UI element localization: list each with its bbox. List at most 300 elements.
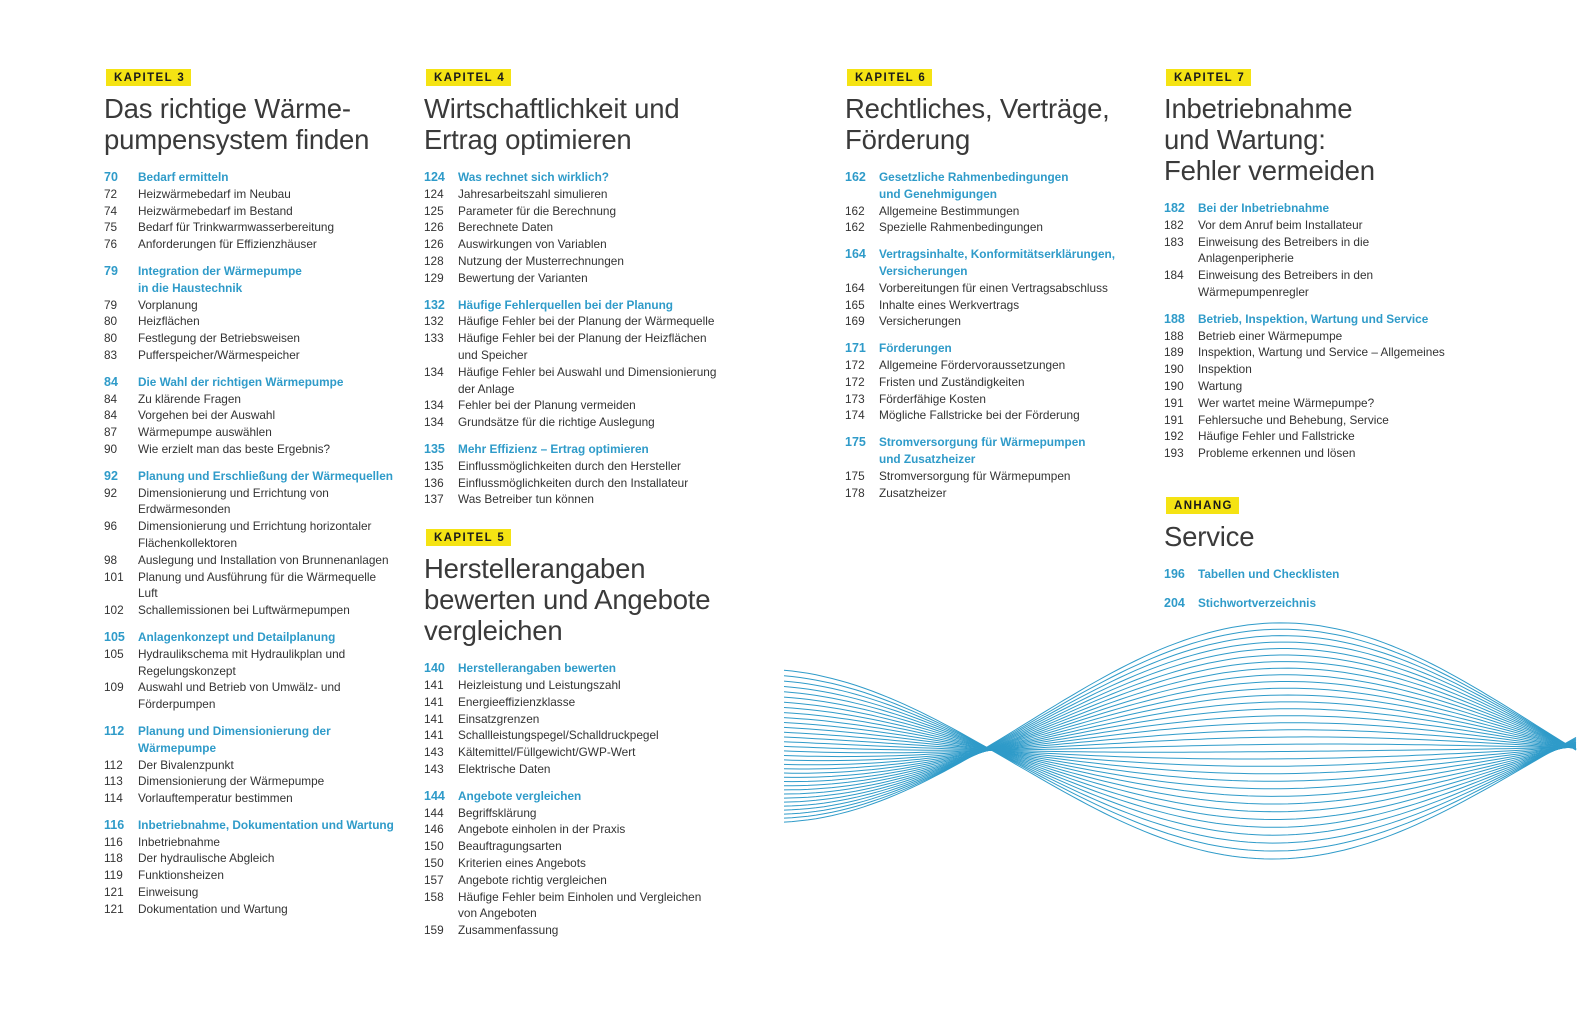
toc-section bbox=[1164, 311, 1464, 462]
section-title: Die Wahl der richtigen Wärmepumpe bbox=[138, 374, 344, 389]
chapter-block bbox=[1164, 496, 1464, 612]
section-page-number bbox=[104, 740, 138, 757]
section-title: Förderungen bbox=[879, 341, 952, 356]
toc-section bbox=[424, 788, 734, 939]
entry-title: Probleme erkennen und lösen bbox=[1198, 446, 1356, 461]
entry-page-number: 184 bbox=[1164, 268, 1184, 283]
toc-entry[interactable] bbox=[845, 313, 1145, 330]
toc-section bbox=[424, 441, 734, 508]
chapter-block bbox=[104, 68, 414, 918]
entry-page-number: 141 bbox=[424, 677, 444, 692]
section-title: Tabellen und Checklisten bbox=[1198, 566, 1340, 581]
chapter-title bbox=[424, 93, 734, 155]
toc-entry[interactable] bbox=[104, 203, 414, 220]
section-title: Versicherungen bbox=[879, 263, 968, 278]
entry-page-number: 143 bbox=[424, 761, 444, 776]
section-title: Vertragsinhalte, Konformitätserklärungen, bbox=[879, 247, 1115, 262]
entry-page-number: 175 bbox=[845, 468, 865, 483]
wave-line bbox=[784, 742, 1576, 753]
toc-entry[interactable] bbox=[424, 677, 734, 694]
entry-title: Wartung bbox=[1198, 378, 1243, 393]
toc-entry[interactable] bbox=[104, 663, 414, 680]
toc-entry[interactable] bbox=[104, 834, 414, 851]
toc-entry[interactable] bbox=[424, 270, 734, 287]
toc-entry[interactable] bbox=[424, 475, 734, 492]
entry-page-number: 126 bbox=[424, 220, 444, 235]
entry-page-number: 121 bbox=[104, 885, 124, 900]
entry-title: Einsatzgrenzen bbox=[458, 711, 540, 726]
toc-entry[interactable] bbox=[104, 535, 414, 552]
entry-title: Grundsätze für die richtige Auslegung bbox=[458, 415, 655, 430]
chapter-title-line: Wirtschaftlichkeit und bbox=[424, 93, 680, 124]
toc-entry[interactable] bbox=[104, 585, 414, 602]
entry-title: Vor dem Anruf beim Installateur bbox=[1198, 217, 1363, 232]
entry-title: Berechnete Daten bbox=[458, 220, 554, 235]
section-heading-entry[interactable] bbox=[104, 169, 414, 186]
entry-page-number: 191 bbox=[1164, 412, 1184, 427]
toc-entry[interactable] bbox=[104, 297, 414, 314]
section-heading-entry[interactable] bbox=[1164, 566, 1464, 583]
section-title: Bei der Inbetriebnahme bbox=[1198, 201, 1330, 215]
section-heading-entry[interactable] bbox=[845, 451, 1145, 468]
section-heading-entry[interactable] bbox=[424, 441, 734, 458]
toc-entry[interactable] bbox=[424, 414, 734, 431]
entry-page-number: 173 bbox=[845, 391, 865, 406]
entry-title: Elektrische Daten bbox=[458, 761, 551, 776]
section-page-number: 84 bbox=[104, 374, 118, 389]
toc-entry[interactable] bbox=[1164, 250, 1464, 267]
entry-page-number: 188 bbox=[1164, 328, 1184, 343]
entry-page-number: 87 bbox=[104, 425, 118, 440]
toc-entry[interactable] bbox=[104, 901, 414, 918]
toc-entry[interactable] bbox=[845, 485, 1145, 502]
entry-title: Allgemeine Fördervoraussetzungen bbox=[879, 357, 1066, 372]
toc-entry[interactable] bbox=[1164, 361, 1464, 378]
section-heading-entry[interactable] bbox=[424, 297, 734, 314]
chapter-title bbox=[104, 93, 414, 155]
entry-title: Vorgehen bei der Auswahl bbox=[138, 408, 276, 423]
entry-page-number: 92 bbox=[104, 485, 118, 500]
section-heading-entry[interactable] bbox=[104, 374, 414, 391]
section-page-number: 135 bbox=[424, 441, 445, 456]
toc-section bbox=[424, 660, 734, 778]
toc-entry[interactable] bbox=[845, 357, 1145, 374]
entry-page-number: 158 bbox=[424, 889, 444, 904]
chapter-title-line: Fehler vermeiden bbox=[1164, 155, 1375, 186]
entry-title: Vorlauftemperatur bestimmen bbox=[138, 791, 293, 806]
wave-line bbox=[784, 737, 1576, 753]
toc-entry[interactable] bbox=[104, 773, 414, 790]
section-title: Herstellerangaben bewerten bbox=[458, 661, 617, 676]
toc-entry[interactable] bbox=[424, 727, 734, 744]
toc-entry[interactable] bbox=[845, 280, 1145, 297]
entry-page-number: 164 bbox=[845, 280, 865, 295]
entry-title: Schallleistungspegel/Schalldruckpegel bbox=[458, 728, 659, 743]
section-heading-entry[interactable] bbox=[104, 263, 414, 280]
toc-entry[interactable] bbox=[104, 407, 414, 424]
entry-title: Auslegung und Installation von Brunnenanlagen bbox=[138, 552, 389, 567]
entry-title: Häufige Fehler bei Auswahl und Dimensionierung bbox=[458, 364, 717, 379]
entry-page-number: 113 bbox=[104, 774, 123, 789]
section-heading-entry[interactable] bbox=[104, 740, 414, 757]
section-heading-entry[interactable] bbox=[104, 723, 414, 740]
entry-page-number: 135 bbox=[424, 458, 444, 473]
toc-entry[interactable] bbox=[104, 330, 414, 347]
entry-page-number: 157 bbox=[424, 872, 444, 887]
entry-title: Einflussmöglichkeiten durch den Hersteller bbox=[458, 458, 681, 473]
toc-entry[interactable] bbox=[104, 790, 414, 807]
toc-entry[interactable] bbox=[104, 424, 414, 441]
section-heading-entry[interactable] bbox=[845, 186, 1145, 203]
entry-title: Nutzung der Musterrechnungen bbox=[458, 253, 624, 268]
entry-title: Häufige Fehler beim Einholen und Vergleichen bbox=[458, 889, 702, 904]
entry-page-number: 133 bbox=[424, 331, 444, 346]
entry-title: Dimensionierung und Errichtung von bbox=[138, 485, 329, 500]
toc-entry[interactable] bbox=[104, 518, 414, 535]
section-page-number: 70 bbox=[104, 170, 118, 184]
toc-entry[interactable] bbox=[845, 203, 1145, 220]
entry-page-number bbox=[104, 696, 138, 713]
section-title: Betrieb, Inspektion, Wartung und Service bbox=[1198, 311, 1429, 326]
chapter-title-line: vergleichen bbox=[424, 615, 563, 647]
section-title: Angebote vergleichen bbox=[458, 788, 582, 803]
section-heading-entry[interactable] bbox=[845, 340, 1145, 357]
toc-entry[interactable] bbox=[104, 884, 414, 901]
entry-page-number: 136 bbox=[424, 475, 444, 490]
toc-entry[interactable] bbox=[1164, 428, 1464, 445]
entry-page-number: 165 bbox=[845, 297, 865, 312]
chapter-title bbox=[1164, 521, 1464, 552]
toc-entry[interactable] bbox=[104, 867, 414, 884]
entry-page-number: 121 bbox=[104, 901, 124, 916]
entry-page-number: 125 bbox=[424, 203, 444, 218]
entry-page-number: 84 bbox=[104, 408, 118, 423]
toc-entry[interactable] bbox=[104, 552, 414, 569]
entry-page-number: 101 bbox=[104, 569, 124, 584]
entry-title: Häufige Fehler und Fallstricke bbox=[1198, 429, 1355, 444]
entry-title: Mögliche Fallstricke bei der Förderung bbox=[879, 408, 1080, 423]
toc-entry[interactable] bbox=[424, 761, 734, 778]
toc-entry[interactable] bbox=[1164, 217, 1464, 234]
chapter-title-line: Rechtliches, Verträge, bbox=[845, 93, 1110, 124]
entry-page-number: 72 bbox=[104, 186, 118, 201]
entry-title: Spezielle Rahmenbedingungen bbox=[879, 220, 1043, 235]
toc-entry[interactable] bbox=[104, 391, 414, 408]
entry-title: Inspektion bbox=[1198, 362, 1252, 377]
toc-section bbox=[104, 263, 414, 364]
toc-entry[interactable] bbox=[104, 850, 414, 867]
entry-title: Auswahl und Betrieb von Umwälz- und bbox=[138, 680, 341, 695]
chapter-title bbox=[424, 553, 734, 646]
entry-title: Regelungskonzept bbox=[138, 663, 236, 678]
toc-column-3 bbox=[845, 68, 1145, 511]
section-title: und Genehmigungen bbox=[879, 186, 997, 201]
entry-page-number: 96 bbox=[104, 519, 118, 534]
toc-entry[interactable] bbox=[424, 364, 734, 381]
entry-page-number: 159 bbox=[424, 923, 444, 938]
entry-page-number: 141 bbox=[424, 711, 444, 726]
section-title: Planung und Erschließung der Wärmequellen bbox=[138, 468, 393, 483]
entry-page-number: 116 bbox=[104, 834, 123, 849]
entry-title: Kriterien eines Angebots bbox=[458, 855, 586, 870]
chapter-block bbox=[424, 528, 734, 939]
toc-entry[interactable] bbox=[104, 313, 414, 330]
section-heading-entry[interactable] bbox=[424, 169, 734, 186]
entry-page-number: 129 bbox=[424, 270, 444, 285]
entry-title: Erdwärmesonden bbox=[138, 502, 231, 517]
chapter-badge: KAPITEL 3 bbox=[106, 69, 191, 86]
entry-title: Fehlersuche und Behebung, Service bbox=[1198, 412, 1389, 427]
toc-entry[interactable] bbox=[104, 646, 414, 663]
toc-entry[interactable] bbox=[424, 219, 734, 236]
entry-page-number bbox=[1164, 250, 1198, 267]
entry-page-number: 169 bbox=[845, 314, 865, 329]
toc-entry[interactable] bbox=[1164, 328, 1464, 345]
section-heading-entry[interactable] bbox=[845, 169, 1145, 186]
toc-entry[interactable] bbox=[424, 458, 734, 475]
chapter-block bbox=[424, 68, 734, 508]
entry-page-number: 134 bbox=[424, 398, 444, 413]
entry-page-number: 102 bbox=[104, 603, 124, 618]
entry-title: Häufige Fehler bei der Planung der Wärmequelle bbox=[458, 314, 715, 329]
section-heading-entry[interactable] bbox=[424, 660, 734, 677]
entry-page-number bbox=[104, 663, 138, 680]
entry-page-number: 134 bbox=[424, 364, 444, 379]
toc-entry[interactable] bbox=[1164, 395, 1464, 412]
entry-page-number: 141 bbox=[424, 694, 444, 709]
section-page-number bbox=[845, 451, 879, 468]
toc-entry[interactable] bbox=[845, 391, 1145, 408]
toc-entry[interactable] bbox=[104, 485, 414, 502]
chapter-title bbox=[1164, 93, 1464, 186]
entry-page-number: 141 bbox=[424, 728, 444, 743]
chapter-title-line: und Wartung: bbox=[1164, 124, 1326, 155]
toc-section bbox=[1164, 200, 1464, 301]
section-title: Bedarf ermitteln bbox=[138, 170, 229, 184]
entry-page-number: 137 bbox=[424, 492, 444, 507]
section-page-number: 112 bbox=[104, 723, 125, 738]
entry-title: Betrieb einer Wärmepumpe bbox=[1198, 328, 1343, 343]
entry-title: Anlagenperipherie bbox=[1198, 251, 1294, 266]
entry-page-number: 80 bbox=[104, 314, 118, 329]
section-title: Gesetzliche Rahmenbedingungen bbox=[879, 170, 1069, 184]
entry-title: Vorplanung bbox=[138, 297, 198, 312]
toc-section bbox=[104, 374, 414, 458]
section-heading-entry[interactable] bbox=[104, 280, 414, 297]
toc-entry[interactable] bbox=[424, 397, 734, 414]
toc-entry[interactable] bbox=[1164, 344, 1464, 361]
toc-entry[interactable] bbox=[1164, 284, 1464, 301]
entry-page-number: 134 bbox=[424, 415, 444, 430]
section-heading-entry[interactable] bbox=[104, 817, 414, 834]
entry-title: Dokumentation und Wartung bbox=[138, 901, 288, 916]
toc-entry[interactable] bbox=[104, 236, 414, 253]
entry-title: Fehler bei der Planung vermeiden bbox=[458, 398, 636, 413]
toc-entry[interactable] bbox=[424, 805, 734, 822]
section-title: Wärmepumpe bbox=[138, 740, 217, 755]
entry-title: Angebote richtig vergleichen bbox=[458, 872, 607, 887]
entry-page-number: 75 bbox=[104, 220, 118, 235]
entry-title: Parameter für die Berechnung bbox=[458, 203, 617, 218]
entry-page-number bbox=[424, 381, 458, 398]
entry-title: Pufferspeicher/Wärmespeicher bbox=[138, 347, 300, 362]
entry-page-number: 128 bbox=[424, 253, 444, 268]
entry-title: Bewertung der Varianten bbox=[458, 270, 588, 285]
section-heading-entry[interactable] bbox=[104, 468, 414, 485]
entry-page-number: 191 bbox=[1164, 395, 1184, 410]
entry-page-number: 172 bbox=[845, 374, 865, 389]
entry-page-number: 79 bbox=[104, 297, 118, 312]
toc-entry[interactable] bbox=[104, 186, 414, 203]
entry-title: Wärmepumpe auswählen bbox=[138, 425, 272, 440]
toc-entry[interactable] bbox=[424, 922, 734, 939]
entry-page-number: 124 bbox=[424, 186, 444, 201]
chapter-title-line: Service bbox=[1164, 520, 1255, 552]
section-page-number bbox=[845, 186, 879, 203]
toc-entry[interactable] bbox=[424, 838, 734, 855]
section-page-number: 124 bbox=[424, 170, 445, 184]
toc-section bbox=[104, 723, 414, 807]
section-page-number: 140 bbox=[424, 661, 445, 676]
toc-entry[interactable] bbox=[424, 186, 734, 203]
entry-page-number: 150 bbox=[424, 839, 444, 854]
toc-entry[interactable] bbox=[104, 219, 414, 236]
chapter-title-line: pumpensystem finden bbox=[104, 124, 370, 155]
entry-page-number: 114 bbox=[104, 791, 123, 806]
decorative-wave-graphic bbox=[784, 604, 1581, 904]
toc-entry[interactable] bbox=[424, 889, 734, 906]
section-heading-entry[interactable] bbox=[845, 246, 1145, 263]
section-heading-entry[interactable] bbox=[424, 788, 734, 805]
entry-title: Hydraulikschema mit Hydraulikplan und bbox=[138, 646, 346, 661]
toc-entry[interactable] bbox=[424, 744, 734, 761]
entry-page-number: 144 bbox=[424, 805, 444, 820]
toc-entry[interactable] bbox=[424, 330, 734, 347]
entry-page-number: 83 bbox=[104, 347, 118, 362]
toc-entry[interactable] bbox=[424, 821, 734, 838]
entry-title: Begriffsklärung bbox=[458, 805, 537, 820]
toc-entry[interactable] bbox=[1164, 445, 1464, 462]
toc-entry[interactable] bbox=[424, 711, 734, 728]
toc-entry[interactable] bbox=[104, 441, 414, 458]
toc-column-1 bbox=[104, 68, 414, 928]
entry-page-number: 150 bbox=[424, 855, 444, 870]
entry-title: Inhalte eines Werkvertrags bbox=[879, 297, 1020, 312]
section-title: Was rechnet sich wirklich? bbox=[458, 170, 610, 184]
entry-title: Festlegung der Betriebsweisen bbox=[138, 331, 300, 346]
toc-entry[interactable] bbox=[845, 297, 1145, 314]
toc-entry[interactable] bbox=[424, 872, 734, 889]
toc-entry[interactable] bbox=[845, 374, 1145, 391]
section-heading-entry[interactable] bbox=[1164, 200, 1464, 217]
toc-entry[interactable] bbox=[424, 855, 734, 872]
entry-title: der Anlage bbox=[458, 381, 515, 396]
toc-entry[interactable] bbox=[104, 757, 414, 774]
entry-title: Inspektion, Wartung und Service – Allgemeines bbox=[1198, 345, 1445, 360]
entry-page-number: 189 bbox=[1164, 345, 1184, 360]
entry-title: Stromversorgung für Wärmepumpen bbox=[879, 468, 1071, 483]
toc-entry[interactable] bbox=[845, 468, 1145, 485]
entry-page-number bbox=[104, 585, 138, 602]
toc-entry[interactable] bbox=[424, 203, 734, 220]
entry-page-number: 174 bbox=[845, 408, 865, 423]
entry-title: Wärmepumpenregler bbox=[1198, 284, 1309, 299]
entry-title: Versicherungen bbox=[879, 314, 961, 329]
entry-page-number: 126 bbox=[424, 237, 444, 252]
toc-section bbox=[845, 246, 1145, 330]
entry-page-number: 98 bbox=[104, 552, 118, 567]
toc-entry[interactable] bbox=[424, 905, 734, 922]
toc-entry[interactable] bbox=[424, 236, 734, 253]
section-title: Planung und Dimensionierung der bbox=[138, 723, 331, 738]
toc-entry[interactable] bbox=[424, 313, 734, 330]
entry-page-number: 84 bbox=[104, 391, 118, 406]
section-heading-entry[interactable] bbox=[1164, 311, 1464, 328]
section-page-number: 196 bbox=[1164, 566, 1185, 581]
toc-entry[interactable] bbox=[424, 381, 734, 398]
entry-title: Beauftragungsarten bbox=[458, 839, 562, 854]
wave-line bbox=[784, 692, 1576, 828]
toc-entry[interactable] bbox=[104, 602, 414, 619]
toc-entry[interactable] bbox=[1164, 412, 1464, 429]
chapter-block bbox=[1164, 68, 1464, 462]
entry-title: Anforderungen für Effizienzhäuser bbox=[138, 237, 317, 252]
chapter-badge: ANHANG bbox=[1166, 497, 1239, 514]
section-title: in die Haustechnik bbox=[138, 280, 243, 295]
toc-entry[interactable] bbox=[104, 501, 414, 518]
entry-title: Der hydraulische Abgleich bbox=[138, 851, 275, 866]
section-heading-entry[interactable] bbox=[845, 434, 1145, 451]
toc-entry[interactable] bbox=[1164, 267, 1464, 284]
toc-entry[interactable] bbox=[424, 491, 734, 508]
toc-section bbox=[424, 169, 734, 287]
toc-entry[interactable] bbox=[424, 253, 734, 270]
toc-entry[interactable] bbox=[845, 407, 1145, 424]
toc-entry[interactable] bbox=[424, 347, 734, 364]
toc-section bbox=[845, 169, 1145, 236]
toc-entry[interactable] bbox=[104, 569, 414, 586]
entry-title: Wer wartet meine Wärmepumpe? bbox=[1198, 395, 1375, 410]
toc-entry[interactable] bbox=[845, 219, 1145, 236]
entry-page-number: 178 bbox=[845, 485, 865, 500]
entry-title: Vorbereitungen für einen Vertragsabschluss bbox=[879, 280, 1108, 295]
entry-page-number: 172 bbox=[845, 357, 865, 372]
chapter-title-line: Ertrag optimieren bbox=[424, 124, 632, 155]
toc-entry[interactable] bbox=[104, 679, 414, 696]
entry-title: Wie erzielt man das beste Ergebnis? bbox=[138, 441, 331, 456]
chapter-title-line: Förderung bbox=[845, 124, 971, 155]
toc-entry[interactable] bbox=[1164, 234, 1464, 251]
chapter-badge: KAPITEL 4 bbox=[426, 69, 511, 86]
entry-title: Heizwärmebedarf im Neubau bbox=[138, 186, 291, 201]
toc-entry[interactable] bbox=[104, 347, 414, 364]
toc-entry[interactable] bbox=[104, 696, 414, 713]
toc-entry[interactable] bbox=[1164, 378, 1464, 395]
entry-title: Einweisung des Betreibers in die bbox=[1198, 234, 1370, 249]
section-page-number: 175 bbox=[845, 435, 866, 450]
section-title: Stromversorgung für Wärmepumpen bbox=[879, 435, 1086, 450]
section-heading-entry[interactable] bbox=[845, 263, 1145, 280]
entry-page-number bbox=[1164, 284, 1198, 301]
entry-page-number: 143 bbox=[424, 745, 444, 760]
entry-page-number: 112 bbox=[104, 757, 123, 772]
entry-title: Angebote einholen in der Praxis bbox=[458, 822, 626, 837]
entry-page-number: 132 bbox=[424, 314, 444, 329]
chapter-title-line: bewerten und Angebote bbox=[424, 584, 711, 616]
entry-page-number: 119 bbox=[104, 868, 123, 883]
section-heading-entry[interactable] bbox=[104, 629, 414, 646]
toc-entry[interactable] bbox=[424, 694, 734, 711]
